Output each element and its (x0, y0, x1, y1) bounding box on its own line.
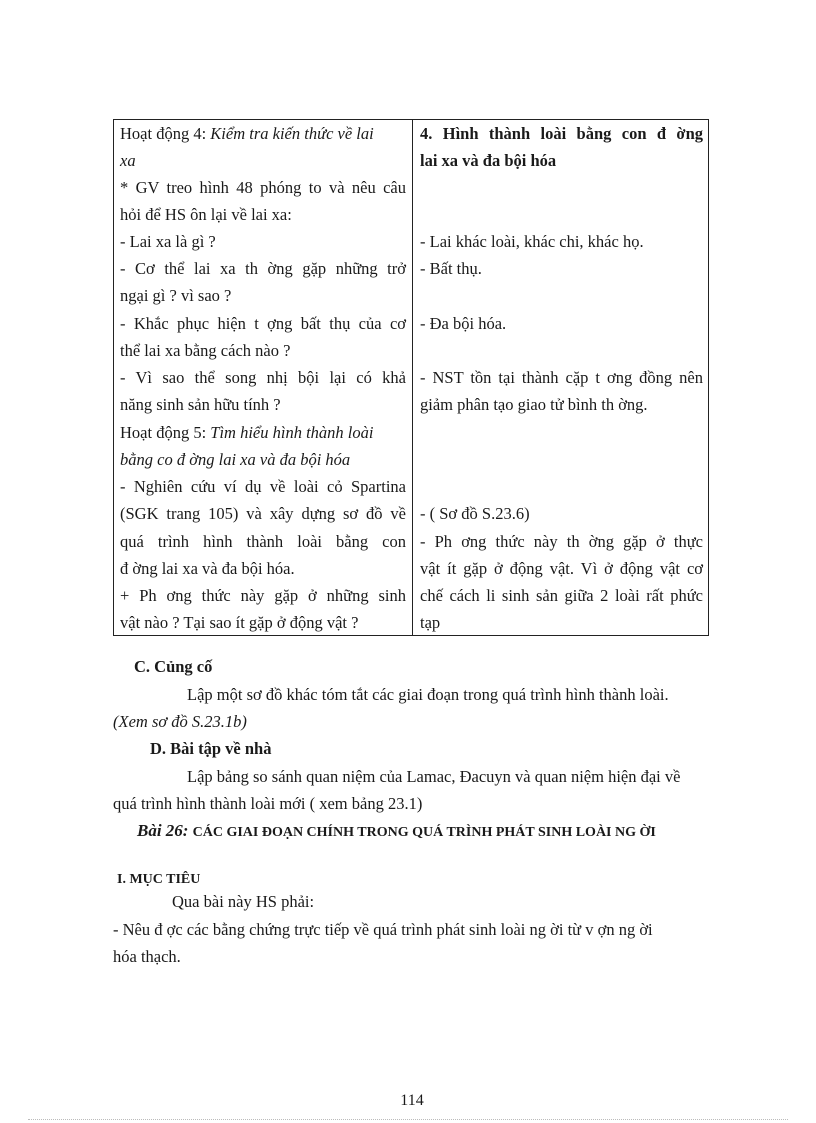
table-cell-left: hỏi để HS ôn lại về lai xa: (120, 205, 292, 224)
table-cell-right: - NST tồn tại thành cặp t ơng đồng nên (420, 368, 703, 387)
table-row: Hoạt động 5: Tìm hiểu hình thành loài (120, 423, 374, 442)
table-cell-left: ngại gì ? vì sao ? (120, 286, 232, 305)
table-cell-left: đ ờng lai xa và đa bội hóa. (120, 559, 295, 578)
table-cell-left: - Vì sao thể song nhị bội lại có khả (120, 368, 406, 387)
section-d-text-line1: Lập bảng so sánh quan niệm của Lamac, Đacuyn và quan niệm hiện đại về (187, 767, 681, 786)
section-c-reference: (Xem sơ đồ S.23.1b) (113, 712, 247, 731)
table-cell-left: bằng co đ ờng lai xa và đa bội hóa (120, 450, 351, 469)
table-cell-right: - Đa bội hóa. (420, 314, 507, 333)
table-cell-right: vật ít gặp ở động vật. Vì ở động vật cơ (420, 559, 703, 578)
objectives-item-line2: hóa thạch. (113, 947, 181, 966)
table-cell-left: - Nghiên cứu ví dụ về loài cỏ Spartina (120, 477, 406, 496)
table-cell-left: xa (120, 151, 136, 170)
table-cell-left: năng sinh sản hữu tính ? (120, 395, 281, 414)
section-d-text-line2: quá trình hình thành loài mới ( xem bảng 23.1) (113, 794, 423, 813)
table-cell-right: - Lai khác loài, khác chi, khác họ. (420, 232, 644, 251)
table-cell-left: thể lai xa bằng cách nào ? (120, 341, 291, 360)
lesson-label: Bài 26: (137, 821, 189, 840)
table-cell-left: - Lai xa là gì ? (120, 232, 216, 251)
table-cell-left: (SGK trang 105) và xây dựng sơ đồ về (120, 504, 406, 523)
table-cell-left: vật nào ? Tại sao ít gặp ở động vật ? (120, 613, 359, 632)
lesson-title-text: CÁC GIAI ĐOẠN CHÍNH TRONG QUÁ TRÌNH PHÁT SINH LOÀI NG ỜI (192, 825, 656, 840)
table-cell-left: + Ph ơng thức này gặp ở những sinh (120, 586, 406, 605)
table-cell-left: quá trình hình thành loài bằng con (120, 532, 406, 551)
table-cell-right: 4. Hình thành loài bằng con đ ờng (420, 124, 703, 143)
lesson-table (113, 119, 709, 636)
column-divider (412, 120, 413, 635)
table-row: Hoạt động 4: Kiểm tra kiến thức về lai (120, 124, 374, 143)
table-cell-right: - ( Sơ đồ S.23.6) (420, 504, 530, 523)
section-c-text: Lập một sơ đồ khác tóm tắt các giai đoạn trong quá trình hình thành loài. (187, 685, 669, 704)
objectives-heading: I. MỤC TIÊU (117, 872, 201, 887)
objectives-intro: Qua bài này HS phải: (172, 892, 315, 911)
section-d-heading: D. Bài tập về nhà (150, 739, 272, 758)
table-cell-left: * GV treo hình 48 phóng to và nêu câu (120, 178, 406, 197)
footer-dotted-rule (28, 1119, 788, 1120)
table-cell-right: tạp (420, 613, 441, 632)
table-cell-right: lai xa và đa bội hóa (420, 151, 557, 170)
objectives-item-line1: - Nêu đ ợc các bằng chứng trực tiếp về quá trình phát sinh loài ng ời từ v ợn ng ời (113, 920, 653, 939)
section-c-heading: C. Củng cố (134, 657, 213, 676)
table-cell-right: - Bất thụ. (420, 259, 482, 278)
table-cell-right: chế cách li sinh sản giữa 2 loài rất phức (420, 586, 703, 605)
lesson-title (137, 821, 656, 843)
table-cell-right: giảm phân tạo giao tử bình th ờng. (420, 395, 648, 414)
table-cell-left: - Khắc phục hiện t ợng bất thụ của cơ (120, 314, 406, 333)
table-cell-left: - Cơ thể lai xa th ờng gặp những trở (120, 259, 406, 278)
page-number: 114 (400, 1092, 424, 1109)
table-cell-right: - Ph ơng thức này th ờng gặp ở thực (420, 532, 703, 551)
